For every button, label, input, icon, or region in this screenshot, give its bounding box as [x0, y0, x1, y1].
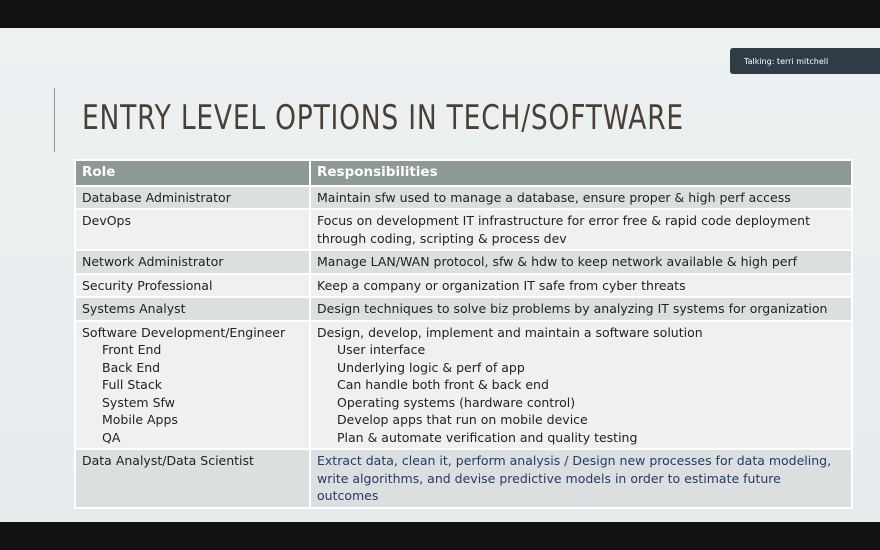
role-cell: Database Administrator [75, 186, 310, 210]
table-header-row [75, 160, 852, 186]
table-row [75, 186, 852, 210]
header-responsibilities: Responsibilities [310, 160, 852, 186]
title-accent-line [54, 88, 55, 152]
sub-role: Back End [102, 359, 161, 375]
talking-label: Talking: terri mitchell [744, 56, 829, 66]
table-row [75, 449, 852, 508]
slide-title: ENTRY LEVEL OPTIONS IN TECH/SOFTWARE [82, 98, 684, 138]
sub-role: System Sfw [102, 394, 175, 410]
role-cell: DevOps [75, 209, 310, 250]
sub-resp: Can handle both front & back end [337, 377, 549, 392]
role-cell: Network Administrator [75, 250, 310, 274]
sub-resp: User interface [337, 342, 426, 357]
sub-resp: Develop apps that run on mobile device [337, 412, 588, 427]
roles-table [74, 159, 853, 509]
responsibility-cell: Maintain sfw used to manage a database, ensure proper & high perf access [310, 186, 852, 210]
table-row [75, 250, 852, 274]
responsibility-cell: Focus on development IT infrastructure for error free & rapid code deployment through coding, scripting & process dev [310, 209, 852, 250]
top-letterbox [0, 0, 880, 28]
role-cell [75, 321, 310, 450]
sub-role: QA [102, 429, 121, 445]
sub-resp: Underlying logic & perf of app [337, 359, 525, 375]
role-cell: Security Professional [75, 274, 310, 298]
role-cell: Systems Analyst [75, 297, 310, 321]
sub-resp: Plan & automate verification and quality testing [337, 429, 638, 445]
sub-role: Full Stack [102, 377, 162, 392]
role-main: Software Development/Engineer [82, 324, 286, 340]
table-row [75, 297, 852, 321]
responsibility-cell: Manage LAN/WAN protocol, sfw & hdw to keep network available & high perf [310, 250, 852, 274]
table-row [75, 209, 852, 250]
sub-role: Front End [102, 342, 162, 357]
sub-resp: Operating systems (hardware control) [337, 394, 576, 410]
responsibility-cell: Keep a company or organization IT safe from cyber threats [310, 274, 852, 298]
table-row [75, 321, 852, 450]
role-cell: Data Analyst/Data Scientist [75, 449, 310, 508]
sub-role: Mobile Apps [102, 412, 178, 427]
resp-main: Design, develop, implement and maintain a software solution [317, 324, 703, 340]
responsibility-cell: Extract data, clean it, perform analysis / Design new processes for data modeling, write algorithms, and devise predictive models in order to estimate future outcomes [310, 449, 852, 508]
responsibility-cell: Design techniques to solve biz problems by analyzing IT systems for organization [310, 297, 852, 321]
table-row [75, 274, 852, 298]
responsibility-cell [310, 321, 852, 450]
bottom-letterbox [0, 522, 880, 550]
talking-indicator [730, 48, 880, 74]
header-role: Role [75, 160, 310, 186]
slide [0, 28, 880, 522]
